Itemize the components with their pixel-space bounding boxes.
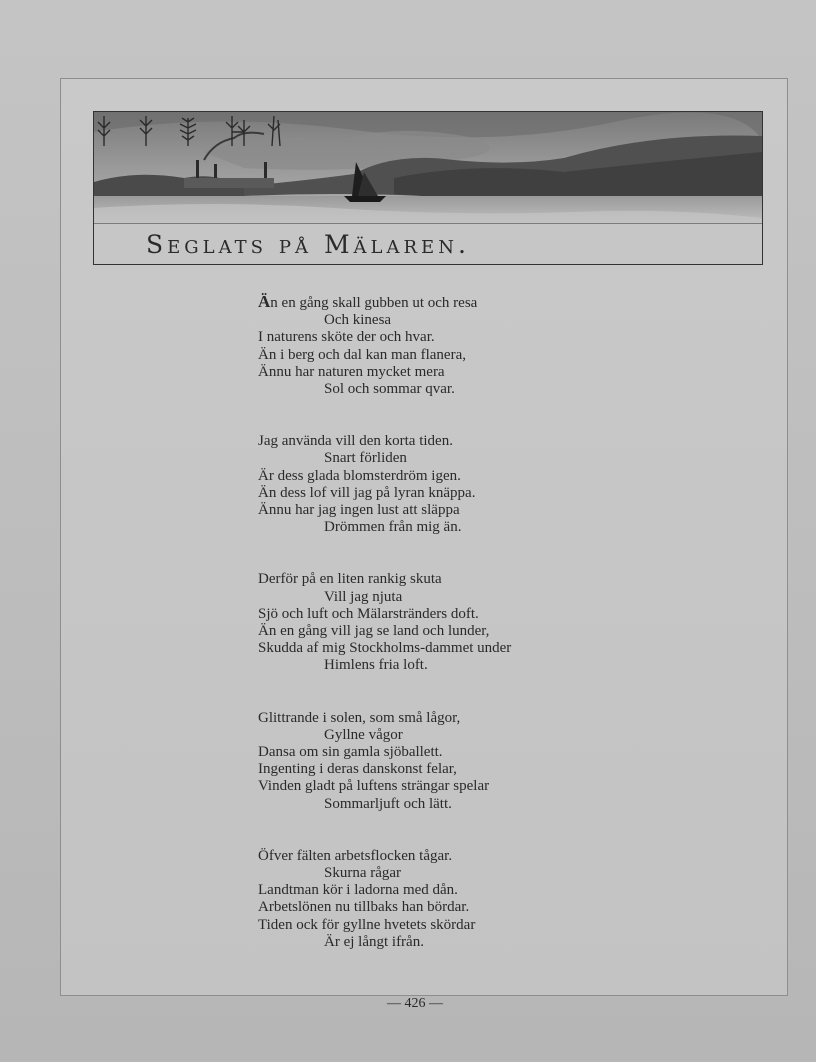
poem-line: Än en gång skall gubben ut och resa — [258, 292, 478, 311]
poem-line: Är dess glada blomsterdröm igen. — [258, 467, 461, 484]
poem-line: Snart förliden — [324, 450, 407, 467]
poem-line: Skurna rågar — [324, 865, 402, 882]
page-number: — 426 — — [387, 996, 443, 1011]
stanza — [258, 710, 618, 813]
poem-line: Ännu har naturen mycket mera — [258, 363, 445, 380]
poem-line: Drömmen från mig än. — [324, 519, 462, 536]
stanza — [258, 571, 618, 674]
poem-line: Dansa om sin gamla sjöballett. — [258, 744, 443, 761]
poem-line: Landtman kör i ladorna med dån. — [258, 882, 458, 899]
poem-line: Arbetslönen nu tillbaks han bördar. — [258, 899, 470, 916]
poem-line: Är ej långt ifrån. — [324, 933, 424, 950]
poem-line: Sjö och luft och Mälarstränders doft. — [258, 605, 479, 622]
stanza — [258, 433, 618, 536]
poem-line: Och kinesa — [324, 312, 392, 329]
stanza — [258, 848, 618, 951]
decorative-plants-icon — [94, 112, 290, 148]
poem-line: Ingenting i deras danskonst felar, — [258, 761, 457, 778]
poem-line: Derför på en liten rankig skuta — [258, 571, 442, 588]
poem-line: Ännu har jag ingen lust att släppa — [258, 502, 460, 519]
stanza — [258, 293, 618, 398]
poem-line: Än dess lof vill jag på lyran knäppa. — [258, 484, 476, 501]
poem — [258, 293, 618, 951]
poem-line: Tiden ock för gyllne hvetets skördar — [258, 916, 476, 933]
poem-line: I naturens sköte der och hvar. — [258, 329, 435, 346]
poem-line: Jag använda vill den korta tiden. — [258, 433, 453, 450]
poem-line: Glittrande i solen, som små lågor, — [258, 709, 461, 726]
poem-line: Sol och sommar qvar. — [324, 381, 455, 398]
poem-line: Skudda af mig Stockholms-dammet under — [258, 640, 512, 657]
poem-line: Vinden gladt på luftens strängar spelar — [258, 778, 490, 795]
poem-line: Sommarljuft och lätt. — [324, 795, 452, 812]
poem-line: Än en gång vill jag se land och lunder, — [258, 623, 490, 640]
poem-line: Vill jag njuta — [324, 588, 403, 605]
header-title: Seglats på Mälaren. — [146, 230, 470, 259]
poem-line: Öfver fälten arbetsflocken tågar. — [258, 847, 453, 864]
header-illustration — [93, 111, 763, 265]
poem-line: Än i berg och dal kan man flanera, — [258, 346, 466, 363]
poem-line: Himlens fria loft. — [324, 657, 428, 674]
poem-line: Gyllne vågor — [324, 726, 403, 743]
